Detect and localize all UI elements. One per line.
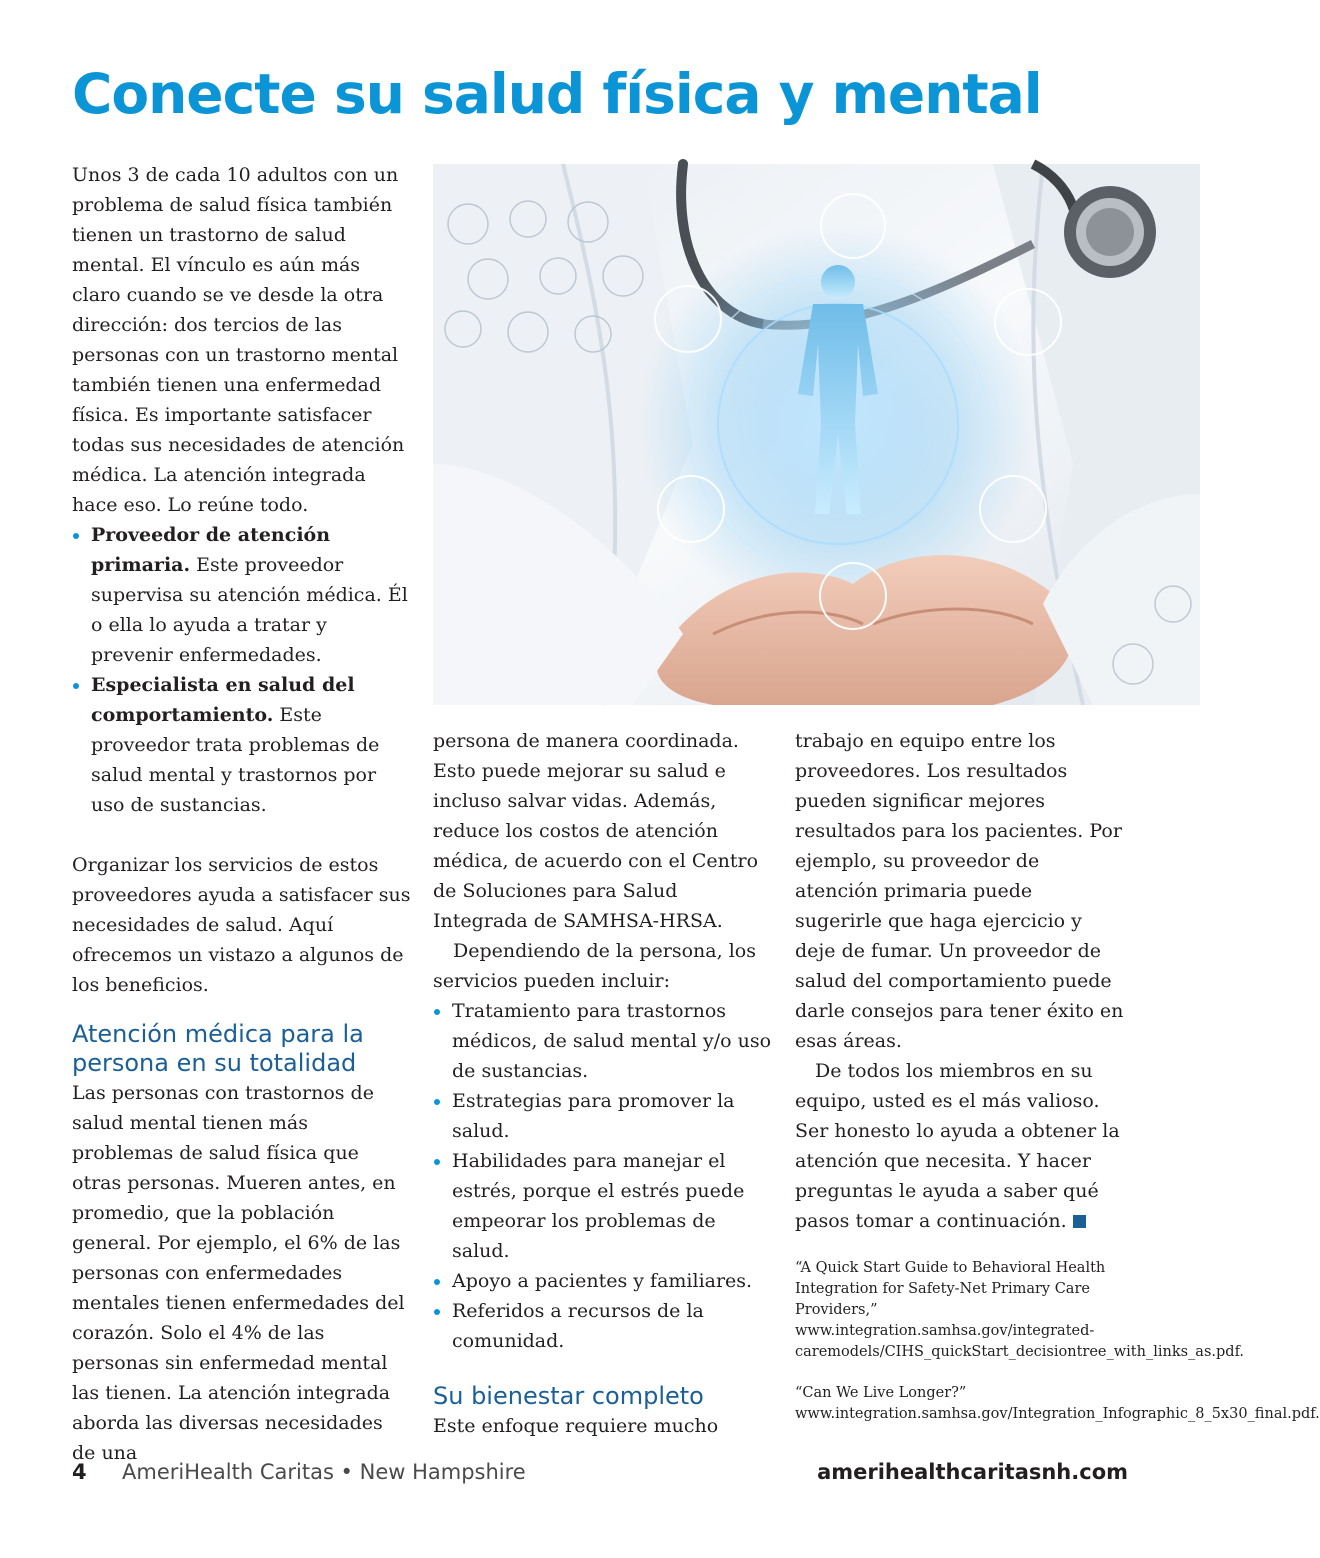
list-item: Referidos a recursos de la comunidad. <box>433 1296 773 1356</box>
list-item: Tratamiento para trastornos médicos, de salud mental y/o uso de sustancias. <box>433 996 773 1086</box>
list-item <box>72 670 412 820</box>
doctor-hands-photo <box>433 164 1200 705</box>
page-footer <box>72 1460 1128 1490</box>
list-item <box>72 520 412 670</box>
teamwork-paragraph: trabajo en equipo entre los proveedores. Los resultados pueden significar mejores resultados para los pacientes. Por ejemplo, su proveedor de atención primaria puede sugerirle que haga ejercicio y deje de fumar. Un proveedor de salud del comportamiento puede darle consejos para tener éxito en esas áreas. <box>795 730 1124 1052</box>
provider-list <box>72 520 412 820</box>
list-item-text: Este proveedor supervisa su atención médica. Él o ella lo ayuda a tratar y prevenir enfermedades. <box>91 554 408 666</box>
references <box>795 1258 1320 1425</box>
section-heading-wellbeing: Su bienestar completo <box>433 1382 704 1410</box>
valuable-member-paragraph <box>795 1056 1125 1236</box>
intro-paragraph: Unos 3 de cada 10 adultos con un problema de salud física también tienen un trastorno de salud mental. El vínculo es aún más claro cuando se ve desde la otra dirección: dos tercios de las personas con un trastorno mental también tienen una enfermedad física. Es importante satisfacer todas sus necesidades de atención médica. La atención integrada hace eso. Lo reúne todo. <box>72 164 405 516</box>
reference-item: “A Quick Start Guide to Behavioral Health Integration for Safety-Net Primary Care Providers,” www.integration.samhsa.gov/integrated-caremodels/CIHS_quickStart_decisiontree_with_links_as.pdf. <box>795 1260 1245 1360</box>
services-intro-paragraph: Dependiendo de la persona, los servicios pueden incluir: <box>433 940 756 992</box>
end-of-article-icon <box>1073 1215 1086 1228</box>
wellbeing-paragraph: Este enfoque requiere mucho <box>433 1415 719 1437</box>
coordinated-care-paragraph: persona de manera coordinada. Esto puede mejorar su salud e incluso salvar vidas. Además, reduce los costos de atención médica, de acuerdo con el Centro de Soluciones para Salud Integrada de SAMHSA-HRSA. <box>433 730 759 932</box>
list-item-bold: Especialista en salud del comportamiento. <box>91 674 355 726</box>
services-list <box>433 996 773 1356</box>
column-2 <box>433 726 773 1441</box>
website-url: amerihealthcaritasnh.com <box>817 1460 1128 1484</box>
benefits-paragraph: Organizar los servicios de estos proveedores ayuda a satisfacer sus necesidades de salud. Aquí ofrecemos un vistazo a algunos de los beneficios. <box>72 854 411 996</box>
page-title: Conecte su salud física y mental <box>72 62 1042 126</box>
list-item-bold: Proveedor de atención primaria. <box>91 524 331 576</box>
valuable-member-text: De todos los miembros en su equipo, usted es el más valioso. Ser honesto lo ayuda a obtener la atención que necesita. Y hacer preguntas le ayuda a saber qué pasos tomar a continuación. <box>795 1060 1120 1232</box>
list-item-text: Este proveedor trata problemas de salud mental y trastornos por uso de sustancias. <box>91 704 380 816</box>
reference-item: “Can We Live Longer?” www.integration.samhsa.gov/Integration_Infographic_8_5x30_final.pdf. <box>795 1385 1320 1422</box>
list-item: Estrategias para promover la salud. <box>433 1086 773 1146</box>
section-heading-whole-person: Atención médica para la persona en su totalidad <box>72 1020 364 1077</box>
whole-person-paragraph: Las personas con trastornos de salud mental tienen más problemas de salud física que otras personas. Mueren antes, en promedio, que la población general. Por ejemplo, el 6% de las personas con enfermedades mentales tienen enfermedades del corazón. Solo el 4% de las personas sin enfermedad mental las tienen. La atención integrada aborda las diversas necesidades de una <box>72 1082 405 1464</box>
column-3 <box>795 726 1320 1445</box>
list-item: Apoyo a pacientes y familiares. <box>433 1266 773 1296</box>
list-item: Habilidades para manejar el estrés, porque el estrés puede empeorar los problemas de salud. <box>433 1146 773 1266</box>
page-number: 4 <box>72 1460 87 1484</box>
column-1 <box>72 160 412 1468</box>
publication-name: AmeriHealth Caritas • New Hampshire <box>122 1460 526 1484</box>
